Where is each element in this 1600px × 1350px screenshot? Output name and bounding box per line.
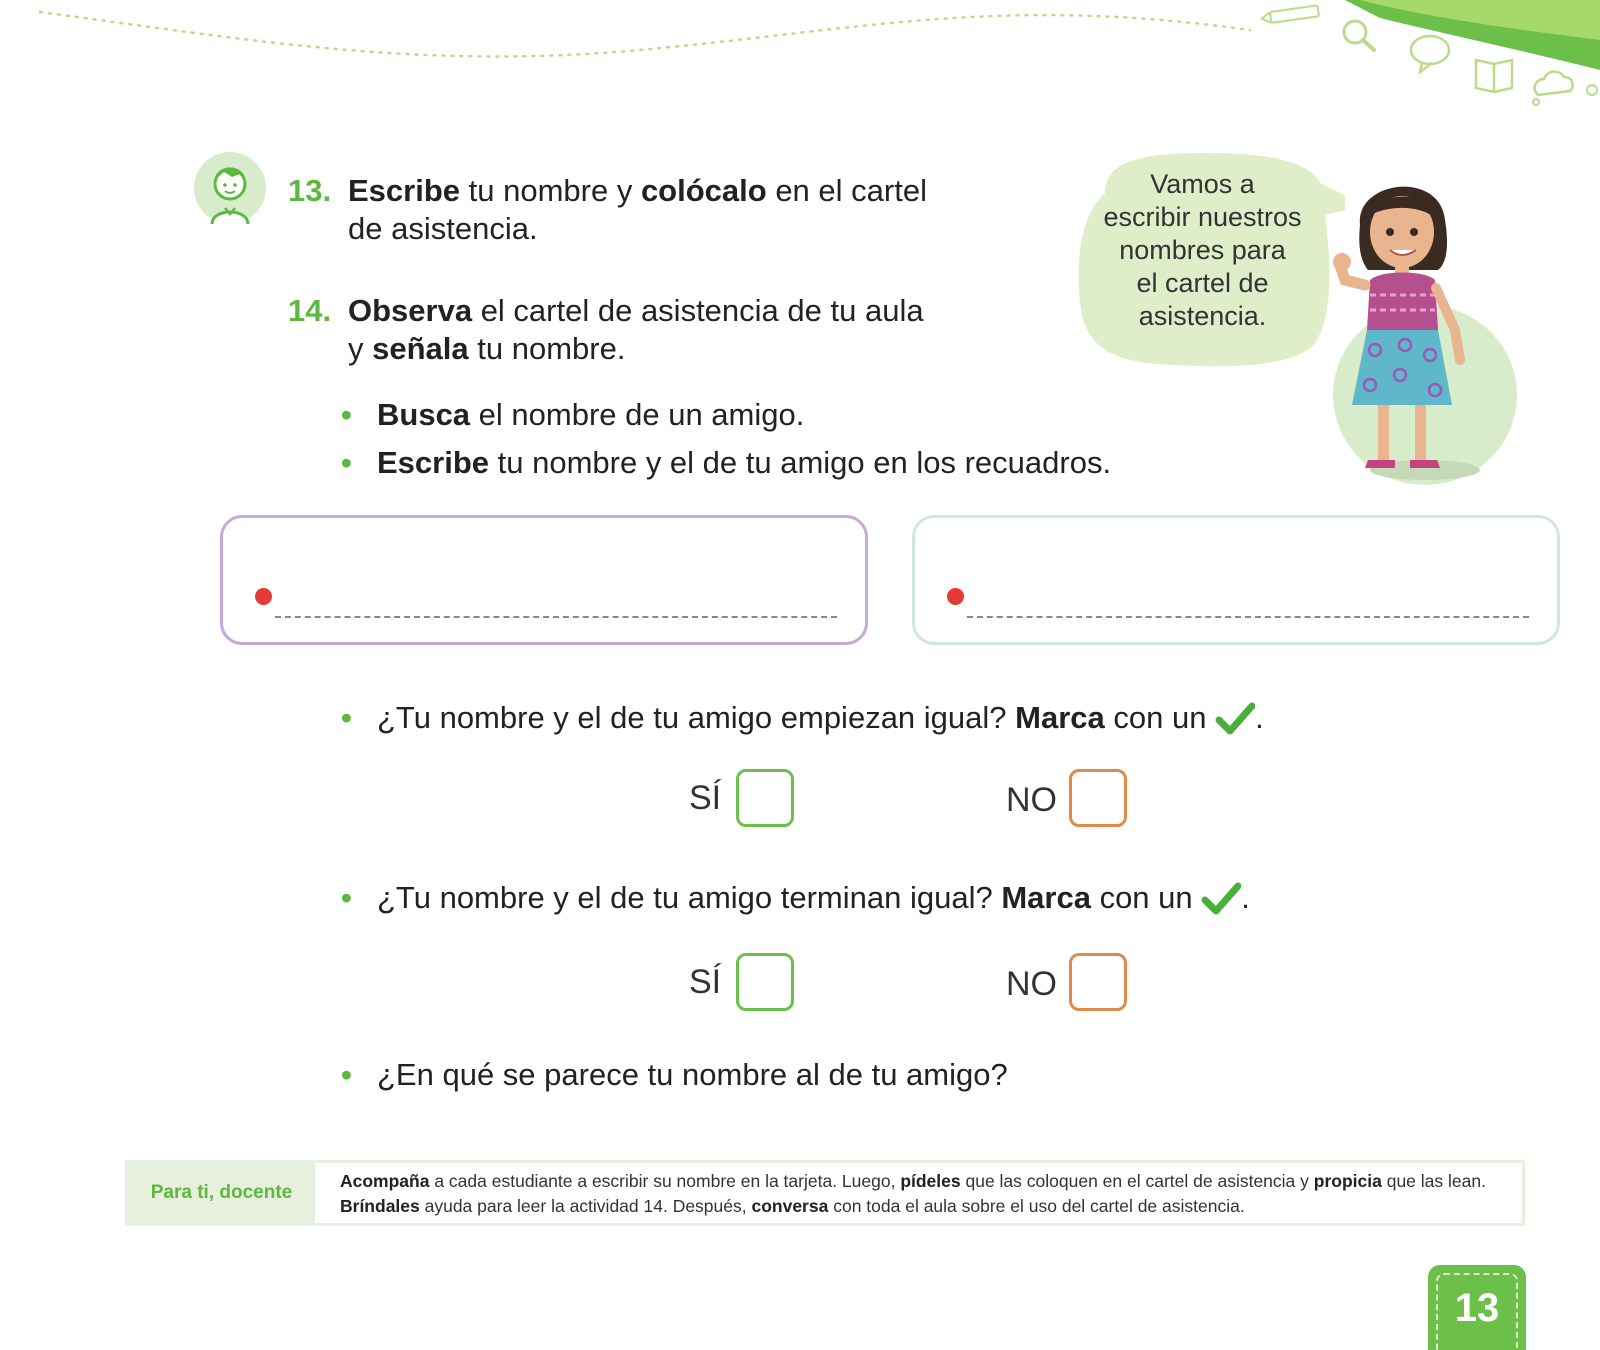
bullet-escribe [341,444,1112,482]
teacher-note-fragment: que las lean. [1381,1171,1486,1191]
check-icon [1201,882,1241,916]
instruction-text: el nombre de un amigo. [470,397,805,432]
verb-colocalo: colócalo [640,173,767,208]
instruction-text: de asistencia. [348,211,538,246]
writing-line [967,616,1529,618]
question-text: . [1241,880,1250,915]
option-no-checkbox[interactable] [1069,953,1127,1011]
option-no-label: NO [1006,781,1057,819]
speech-line: Vamos a [1150,169,1255,199]
option-si-label: SÍ [689,963,722,1001]
verb-marca: Marca [1015,700,1105,735]
name-box-student[interactable] [220,515,868,645]
activity-number: 13. [288,173,332,208]
bullet-dot: • [341,700,352,735]
question-text: ¿Tu nombre y el de tu amigo empiezan igual? [377,700,1016,735]
instruction-text: tu nombre. [468,331,626,366]
instruction-text: tu nombre y [460,173,641,208]
question-similarity [341,1056,1008,1094]
start-dot [255,588,272,605]
girl-illustration [1320,170,1520,490]
page-number: 13 [1436,1273,1518,1350]
teacher-note-bold: conversa [751,1196,829,1216]
option-no-label: NO [1006,965,1057,1003]
verb-busca: Busca [377,397,471,432]
teacher-note-fragment: que las coloquen en el cartel de asistencia y [960,1171,1314,1191]
speech-line: nombres para [1119,235,1286,265]
page-number-tab [1428,1265,1526,1350]
instruction-text: y [348,331,373,366]
bullet-dot: • [341,445,352,480]
pencil-icon [1261,5,1319,24]
activity-14 [288,292,1008,368]
teacher-note-text [340,1169,1502,1219]
speech-bubble-text [1090,168,1315,333]
option-si-label: SÍ [689,779,722,817]
instruction-text [288,330,625,368]
activity-number: 14. [288,293,332,328]
verb-senala: señala [372,331,469,366]
teacher-note-bold: Acompaña [340,1171,430,1191]
question-end [341,879,1250,917]
magnifier-icon [1344,21,1374,50]
bullet-dot: • [341,1057,352,1092]
speech-line: escribir nuestros [1103,202,1302,232]
question-text: con un [1104,700,1207,735]
option-no-checkbox[interactable] [1069,769,1127,827]
name-box-friend[interactable] [912,515,1560,645]
teacher-note-fragment: con toda el aula sobre el uso del cartel de asistencia. [828,1196,1245,1216]
instruction-text: en el cartel [766,173,927,208]
instruction-text: el cartel de asistencia de tu aula [472,293,924,328]
question-start [341,699,1264,737]
cloud-icon [1533,71,1597,105]
teacher-note-fragment: a cada estudiante a escribir su nombre en la tarjeta. Luego, [429,1171,901,1191]
question-text: con un [1090,880,1193,915]
question-text: ¿En qué se parece tu nombre al de tu amigo? [377,1057,1008,1092]
verb-observa: Observa [348,293,473,328]
verb-escribe: Escribe [348,173,461,208]
speech-line: el cartel de [1136,268,1269,298]
instruction-text: tu nombre y el de tu amigo en los recuadros. [489,445,1112,480]
check-icon [1215,702,1255,736]
start-dot [947,588,964,605]
write-activity-icon [192,150,268,226]
top-decoration [0,0,1600,110]
question-text: . [1255,700,1264,735]
verb-escribe: Escribe [377,445,490,480]
teacher-note-label: Para ti, docente [128,1163,315,1223]
teacher-note-bold: Bríndales [340,1196,420,1216]
speech-bubble-icon [1411,36,1449,72]
option-si-checkbox[interactable] [736,953,794,1011]
teacher-note-bold: propicia [1313,1171,1382,1191]
bullet-dot: • [341,397,352,432]
book-icon [1476,60,1512,92]
teacher-note-fragment: ayuda para leer la actividad 14. Después, [419,1196,752,1216]
verb-marca: Marca [1001,880,1091,915]
bullet-dot: • [341,880,352,915]
teacher-note [125,1160,1525,1226]
speech-line: asistencia. [1138,301,1267,331]
activity-13 [288,172,1008,248]
bullet-busca [341,396,805,434]
writing-line [275,616,837,618]
question-text: ¿Tu nombre y el de tu amigo terminan igual? [377,880,1002,915]
option-si-checkbox[interactable] [736,769,794,827]
teacher-note-bold: pídeles [900,1171,961,1191]
